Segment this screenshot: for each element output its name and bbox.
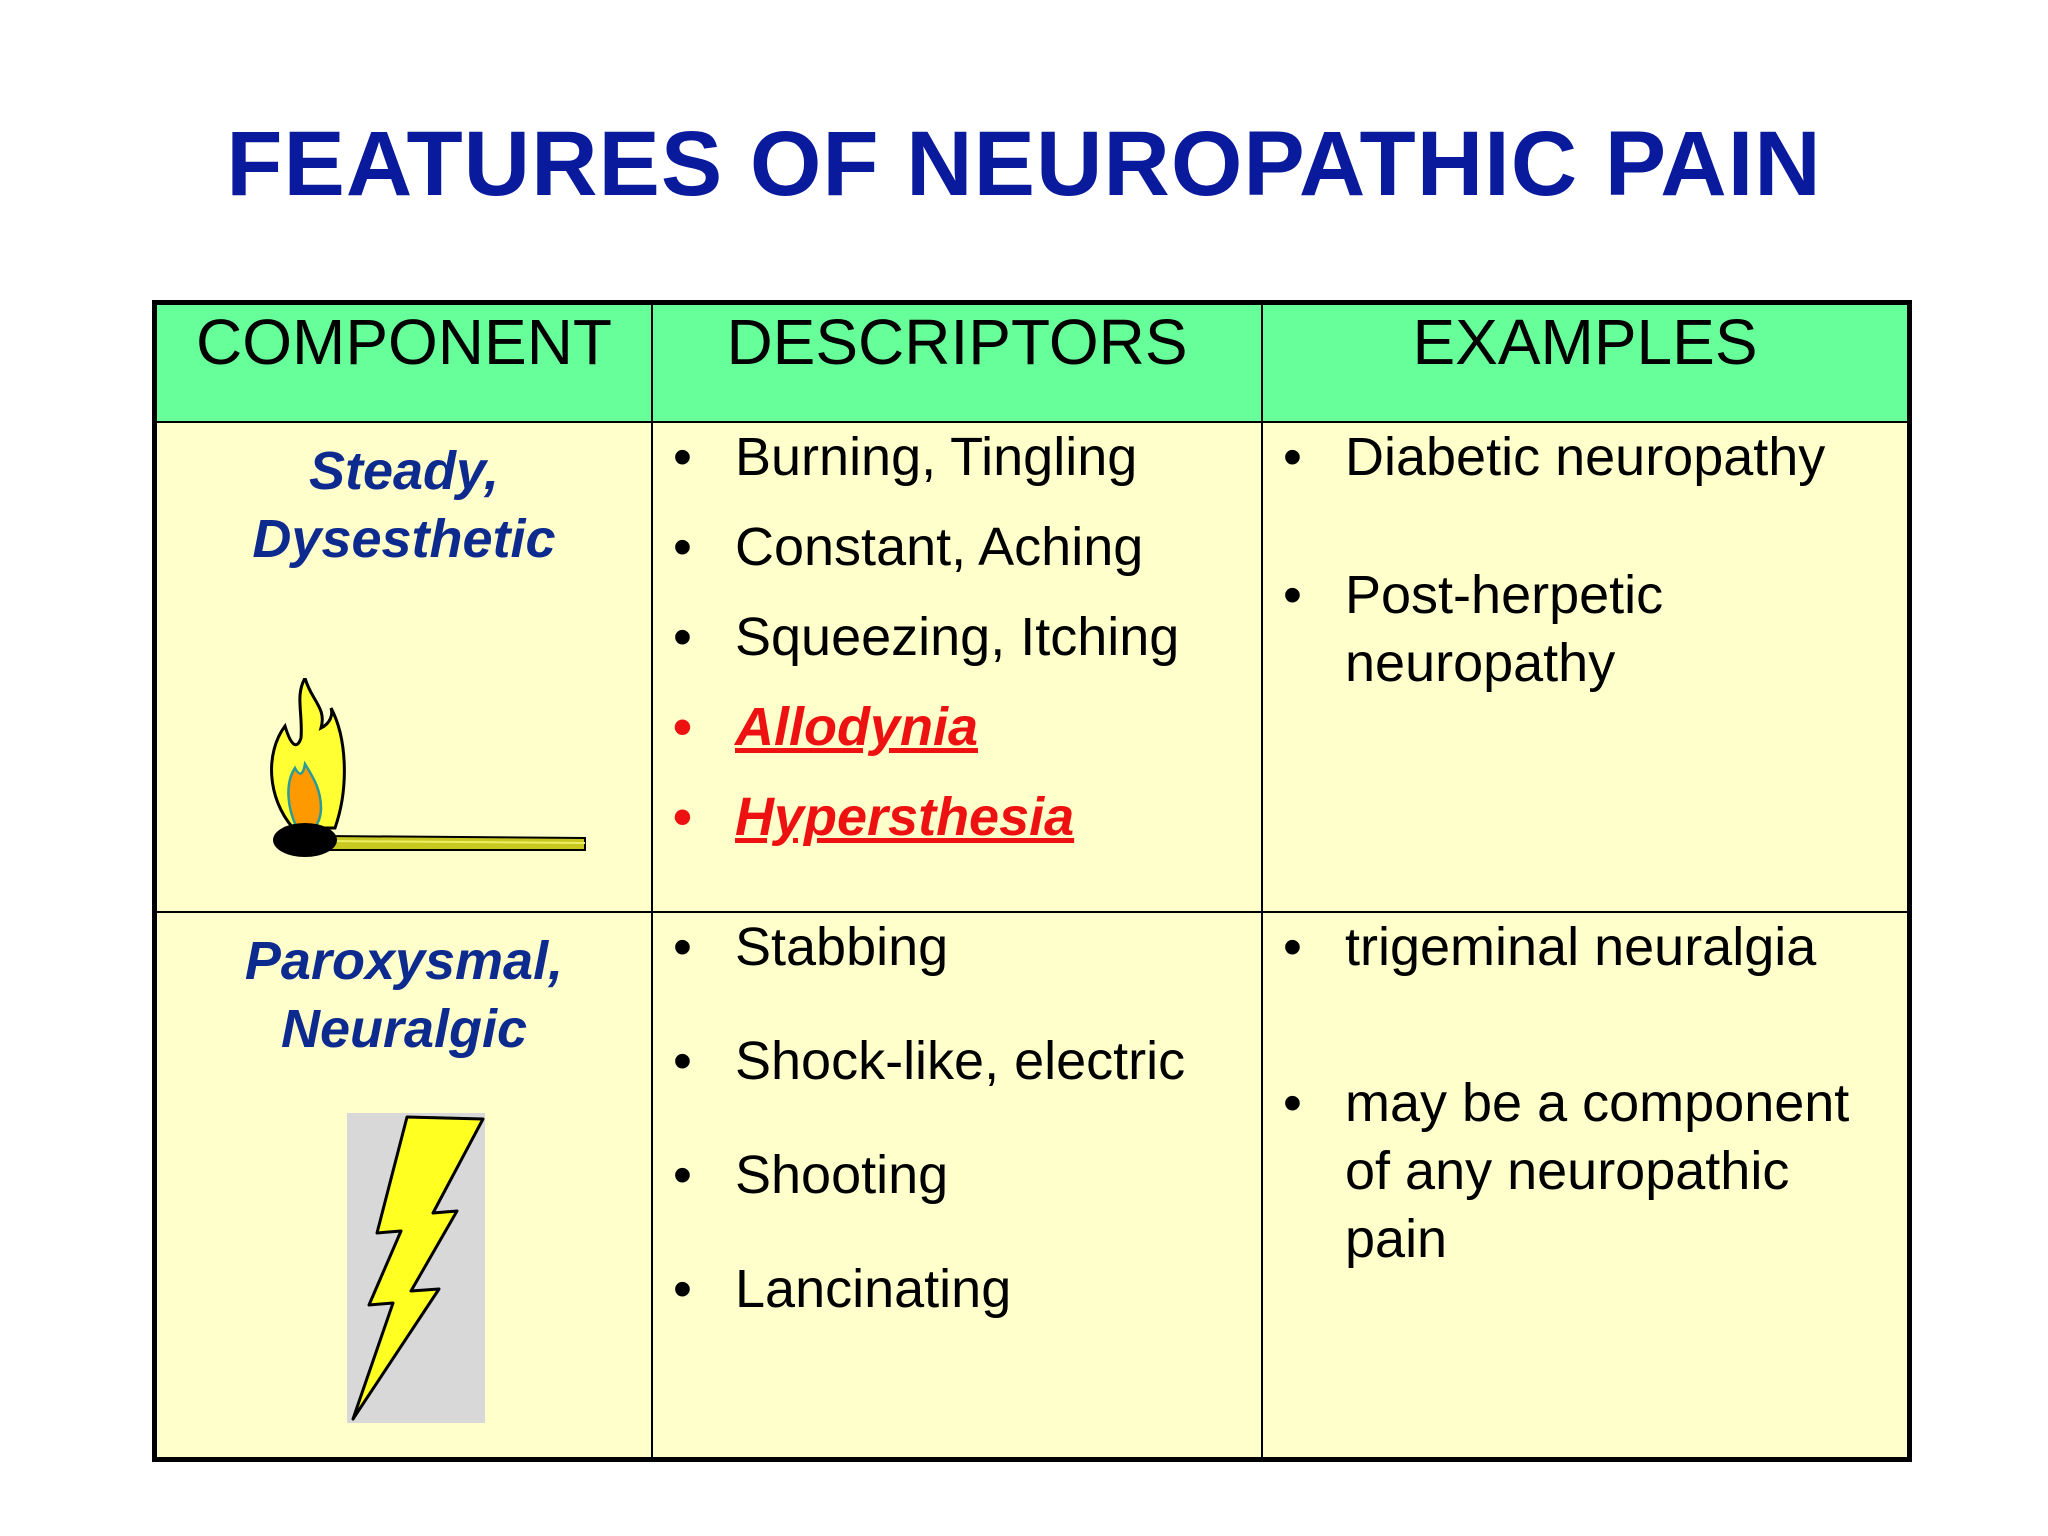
header-examples: EXAMPLES bbox=[1262, 305, 1907, 422]
list-item-emphasis: • Allodynia bbox=[653, 693, 1261, 783]
table-row-paroxysmal bbox=[157, 912, 1907, 1457]
list-item: • Stabbing bbox=[653, 913, 1261, 1027]
list-item: • may be a component of any neuropathic pain bbox=[1263, 1069, 1907, 1273]
examples-cell-steady bbox=[1262, 422, 1907, 912]
list-item: • Lancinating bbox=[653, 1255, 1261, 1369]
burning-match-icon bbox=[255, 678, 595, 878]
list-item: • Shock-like, electric bbox=[653, 1027, 1261, 1141]
list-item: • Constant, Aching bbox=[653, 513, 1261, 603]
component-name-paroxysmal: Paroxysmal, Neuralgic bbox=[244, 931, 564, 1059]
example-list-steady bbox=[1263, 423, 1907, 697]
lightning-bolt-icon bbox=[347, 1113, 485, 1423]
list-item: • Post-herpetic neuropathy bbox=[1263, 561, 1907, 697]
component-name-steady: Steady, Dysesthetic bbox=[252, 441, 556, 569]
list-item: • trigeminal neuralgia bbox=[1263, 913, 1907, 981]
features-table bbox=[152, 300, 1912, 1462]
list-item: • Shooting bbox=[653, 1141, 1261, 1255]
table-row-steady bbox=[157, 422, 1907, 912]
examples-cell-paroxysmal bbox=[1262, 912, 1907, 1457]
descriptor-list-steady bbox=[653, 423, 1261, 873]
header-component: COMPONENT bbox=[157, 305, 652, 422]
list-item: • Squeezing, Itching bbox=[653, 603, 1261, 693]
example-list-paroxysmal bbox=[1263, 913, 1907, 1273]
slide-title: FEATURES OF NEUROPATHIC PAIN bbox=[226, 113, 1822, 215]
list-item-emphasis: • Hypersthesia bbox=[653, 783, 1261, 873]
descriptors-cell-steady bbox=[652, 422, 1262, 912]
component-cell-steady bbox=[157, 422, 652, 912]
descriptors-cell-paroxysmal bbox=[652, 912, 1262, 1457]
header-descriptors: DESCRIPTORS bbox=[652, 305, 1262, 422]
features-grid bbox=[157, 305, 1907, 1457]
component-cell-paroxysmal bbox=[157, 912, 652, 1457]
header-row bbox=[157, 305, 1907, 422]
list-item: • Burning, Tingling bbox=[653, 423, 1261, 513]
list-item: • Diabetic neuropathy bbox=[1263, 423, 1907, 491]
descriptor-list-paroxysmal bbox=[653, 913, 1261, 1369]
